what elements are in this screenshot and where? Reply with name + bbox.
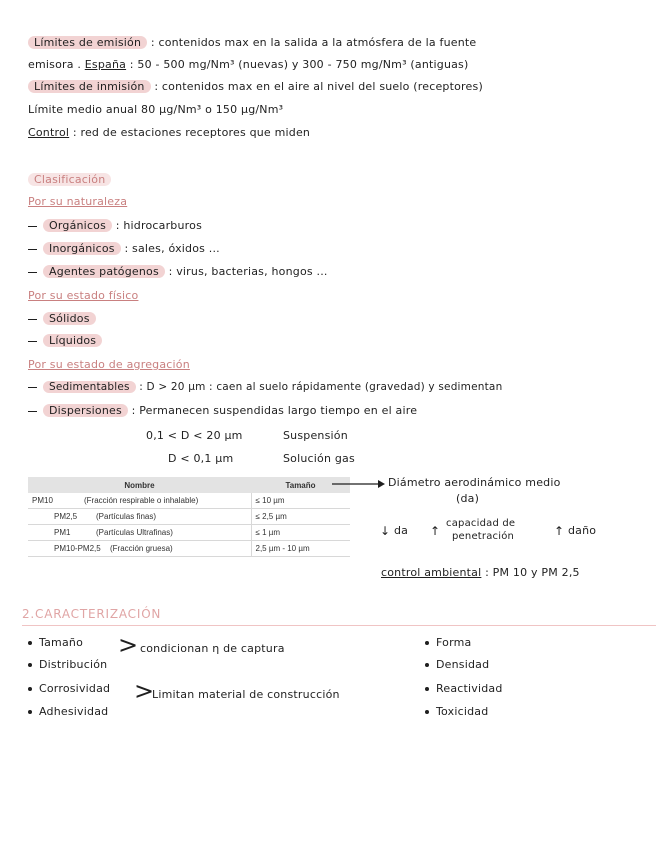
- pm-desc: (Partículas Ultrafinas): [96, 528, 173, 537]
- table-row: [28, 509, 350, 525]
- control-text: : red de estaciones receptores que miden: [72, 126, 311, 139]
- pm-desc: (Fracción gruesa): [110, 544, 173, 553]
- sediment-label: Sedimentables: [43, 381, 136, 393]
- bullet-icon: [425, 687, 429, 691]
- pm-desc: (Fracción respirable o inhalable): [84, 496, 199, 505]
- control-label: Control: [28, 126, 70, 139]
- dash-icon: [28, 249, 37, 250]
- solid-item: [28, 312, 96, 325]
- table-cell-name: [28, 493, 251, 509]
- dispersion-label: Dispersiones: [43, 404, 128, 417]
- gas-label: Solución gas: [283, 452, 355, 465]
- env-control-line: [381, 566, 580, 579]
- control-line: [28, 126, 310, 139]
- diameter-line1: Diámetro aerodinámico medio: [388, 476, 561, 489]
- pathogen-text: : virus, bacterias, hongos ...: [168, 265, 328, 278]
- table-row: [28, 525, 350, 541]
- list-item: Adhesividad: [28, 705, 108, 718]
- annual-limit-line: Límite medio anual 80 µg/Nm³ o 150 µg/Nm³: [28, 103, 284, 116]
- list-item: Forma: [425, 636, 471, 649]
- bullet-icon: [425, 641, 429, 645]
- section-divider: [22, 625, 656, 626]
- up-arrow-icon: ↑: [430, 524, 441, 538]
- dash-icon: [28, 226, 37, 227]
- list-item: Corrosividad: [28, 682, 110, 695]
- dispersion-text: : Permanecen suspendidas largo tiempo en el aire: [131, 404, 418, 417]
- list-item: Tamaño: [28, 636, 83, 649]
- gas-range: D < 0,1 µm: [168, 452, 234, 465]
- pm-code: PM10: [32, 496, 53, 505]
- list-item: Toxicidad: [425, 705, 488, 718]
- spain-limits-text: : 50 - 500 mg/Nm³ (nuevas) y 300 - 750 mg/Nm³ (antiguas): [129, 58, 469, 71]
- table-row: [28, 493, 350, 509]
- bullet-icon: [28, 641, 32, 645]
- immission-limits-line: [28, 80, 483, 93]
- pm-code: PM2,5: [54, 512, 78, 521]
- up-arrow-icon: ↑: [554, 524, 565, 538]
- pathogen-label: Agentes patógenos: [43, 265, 165, 278]
- liquid-item: [28, 334, 102, 347]
- table-row: [28, 541, 350, 557]
- table-cell-size: ≤ 10 µm: [251, 493, 350, 509]
- list-item: Densidad: [425, 658, 489, 671]
- emission-limits-text: : contenidos max en la salida a la atmósfera de la fuente: [150, 36, 477, 49]
- list-item: Reactividad: [425, 682, 503, 695]
- pm-desc: (Partículas finas): [96, 512, 157, 521]
- down-arrow-icon: ↓: [380, 524, 391, 538]
- pm-code: PM10-PM2,5: [54, 544, 101, 553]
- pm-table: [28, 477, 350, 557]
- table-cell-size: ≤ 2,5 µm: [251, 509, 350, 525]
- dash-icon: [28, 387, 37, 388]
- spain-label: España: [84, 58, 127, 71]
- emission-limits-label: Límites de emisión: [28, 36, 147, 49]
- dash-icon: [28, 319, 37, 320]
- brace-icon: >: [134, 677, 155, 705]
- characterization-title: 2.CARACTERIZACIÓN: [22, 607, 162, 621]
- sediment-text: : D > 20 µm : caen al suelo rápidamente (gravedad) y sedimentan: [139, 381, 503, 393]
- capacity-line2: penetración: [452, 531, 515, 542]
- bullet-icon: [425, 663, 429, 667]
- emission-limits-line: [28, 36, 476, 49]
- organic-label: Orgánicos: [43, 219, 112, 232]
- table-header-name: Nombre: [28, 477, 251, 493]
- table-cell-size: ≤ 1 µm: [251, 525, 350, 541]
- table-header-size: Tamaño: [251, 477, 350, 493]
- bullet-icon: [425, 710, 429, 714]
- dispersion-item: [28, 404, 417, 417]
- dash-icon: [28, 272, 37, 273]
- classification-title: Clasificación: [28, 173, 111, 186]
- solid-label: Sólidos: [43, 312, 96, 325]
- immission-limits-label: Límites de inmisión: [28, 80, 151, 93]
- sediment-item: [28, 381, 502, 393]
- inorganic-text: : sales, óxidos ...: [124, 242, 220, 255]
- right-arrow-icon: [330, 478, 386, 490]
- table-cell-name: [28, 541, 251, 557]
- liquid-label: Líquidos: [43, 334, 102, 347]
- aggregation-heading: Por su estado de agregación: [28, 358, 190, 371]
- pathogen-item: [28, 265, 328, 278]
- suspension-label: Suspensión: [283, 429, 348, 442]
- bullet-icon: [28, 687, 32, 691]
- suspension-range: 0,1 < D < 20 µm: [146, 429, 243, 442]
- nature-heading: Por su naturaleza: [28, 195, 128, 208]
- env-control-label: control ambiental: [381, 566, 482, 579]
- capacity-line1: capacidad de: [446, 518, 516, 529]
- da-label: da: [394, 524, 409, 537]
- inorganic-label: Inorgánicos: [43, 242, 121, 255]
- bullet-icon: [28, 710, 32, 714]
- damage-label: daño: [568, 524, 597, 537]
- physical-heading: Por su estado físico: [28, 289, 139, 302]
- inorganic-item: [28, 242, 220, 255]
- brace-icon: >: [118, 631, 139, 659]
- bullet-icon: [28, 663, 32, 667]
- group2-text: Limitan material de construcción: [152, 688, 340, 701]
- table-cell-size: 2,5 µm - 10 µm: [251, 541, 350, 557]
- spain-limits-line: [28, 58, 468, 71]
- table-cell-name: [28, 509, 251, 525]
- pm-code: PM1: [54, 528, 71, 537]
- organic-text: : hidrocarburos: [115, 219, 202, 232]
- env-control-text: : PM 10 y PM 2,5: [485, 566, 580, 579]
- table-cell-name: [28, 525, 251, 541]
- dash-icon: [28, 411, 37, 412]
- group1-text: condicionan η de captura: [140, 642, 285, 655]
- emission-line2-prefix: emisora .: [28, 58, 82, 71]
- dash-icon: [28, 341, 37, 342]
- immission-limits-text: : contenidos max en el aire al nivel del suelo (receptores): [154, 80, 483, 93]
- list-item: Distribución: [28, 658, 107, 671]
- organic-item: [28, 219, 202, 232]
- diameter-line2: (da): [456, 492, 480, 505]
